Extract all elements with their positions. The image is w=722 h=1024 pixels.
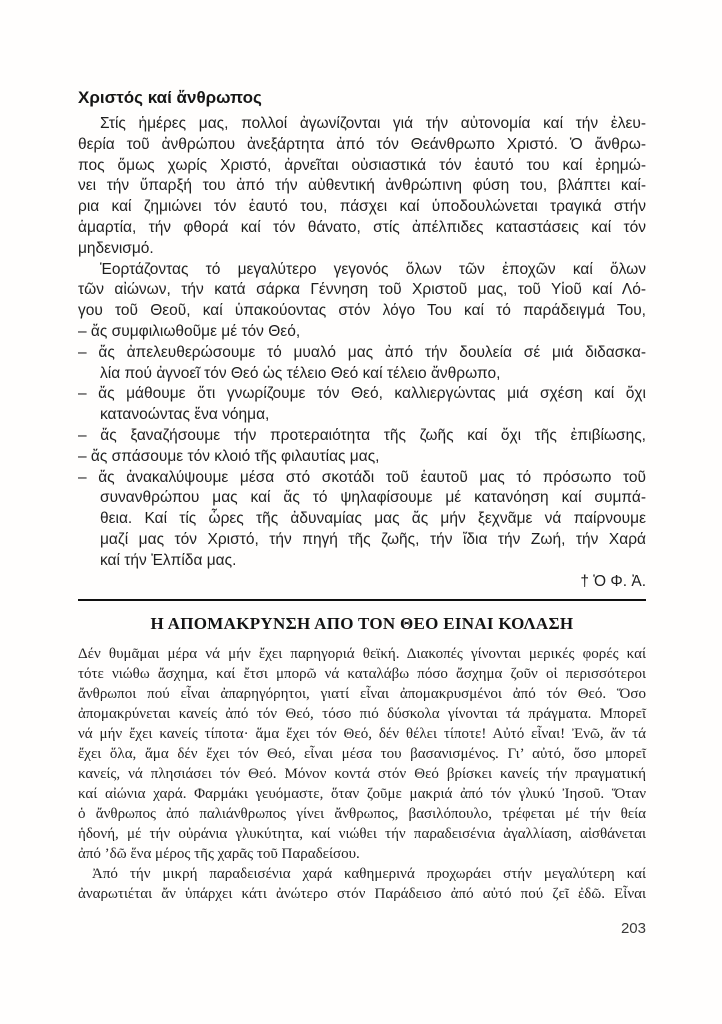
- text-line: ρια καί ζημιώνει τόν ἑαυτό του, πάσχει καί ὑποδουλώνεται τραγικά στήν: [78, 198, 646, 216]
- text-line: – ἄς μάθουμε ὅτι γνωρίζουμε τόν Θεό, καλλιεργώντας μιά σχέση καί ὄχι: [78, 385, 646, 403]
- section1-body: [78, 114, 646, 572]
- text-line: Ἑορτάζοντας τό μεγαλύτερο γεγονός ὅλων τῶν ἐποχῶν καί ὅλων: [100, 260, 646, 278]
- text-line: Στίς ἡμέρες μας, πολλοί ἀγωνίζονται γιά τήν αὐτονομία καί τήν ἐλευ-: [100, 115, 646, 132]
- text-line: Ἀπό τήν μικρή παραδεισένια χαρά καθημερινά προχωράει στήν μεγαλύτερη καί: [92, 866, 646, 883]
- text-line: – ἄς ἀπελευθερώσουμε τό μυαλό μας ἀπό τήν δουλεία σέ μιά διδασκα-: [78, 343, 646, 361]
- text-line: ἔχει ὅλα, ἅμα δέν ἔχει τόν Θεό, εἶναι μέσα του βασανισμένος. Γι’ αὐτό, ὅσο μπορεῖ: [78, 746, 646, 763]
- text-line: ἄνθρωποι πού εἶναι ἀπαρηγόρητοι, γιατί εἶναι ἀπομακρυσμένοι ἀπό τόν Θεό. Ὅσο: [78, 686, 646, 703]
- text-line: μαζί μας τόν Χριστό, τήν πηγή τῆς ζωῆς, τήν ἴδια τήν Ζωή, τήν Χαρά: [100, 530, 646, 548]
- text-line: τῶν αἰώνων, τήν κατά σάρκα Γέννηση τοῦ Χριστοῦ μας, τοῦ Υἱοῦ καί Λό-: [78, 281, 646, 299]
- text-line: ἀναρωτιέται ἄν ὑπάρχει κάτι ἀνώτερο στόν Παράδεισο ἀπό αὐτό πού ζεῖ ἐδῶ. Εἶναι: [78, 886, 646, 903]
- text-line: λία πού ἀγνοεῖ τόν Θεό ὡς τέλειο Θεό καί τέλειο ἄνθρωπο,: [100, 364, 501, 382]
- text-line: Δέν θυμᾶμαι μέρα νά μήν ἔχει παρηγοριά θεϊκή. Διακοπές γίνονται μερικές φορές καί: [78, 646, 646, 663]
- section-heading: Χριστός καί ἄνθρωπος: [78, 88, 262, 107]
- text-line: κανείς, νά πλησιάσει τόν Θεό. Μόνον κοντά στόν Θεό βρίσκει κανείς τήν πραγματική: [78, 766, 646, 783]
- text-line: τότε νιώθω ἄσχημα, καί ἔτσι μπορῶ νά καταλάβω πόσο ἄσχημα ζοῦν οἱ περισσότεροι: [78, 666, 646, 683]
- author-signature: † Ὁ Φ. Ἀ.: [580, 572, 646, 590]
- text-line: ἀπό ’δῶ ἕνα μέρος τῆς χαρᾶς τοῦ Παραδείσου.: [78, 846, 360, 863]
- text-line: νά μήν ἔχει κανείς τίποτα· ἅμα ἔχει τόν Θεό, δέν θέλει τίποτε! Αὐτό εἶναι! Ἐνῶ, ἄν τά: [78, 726, 646, 743]
- text-line: καί αἰώνια χαρά. Φαρμάκι γευόμαστε, ὅταν ζοῦμε μακριά ἀπό τόν γλυκύ Ἰησοῦ. Ὅταν: [78, 786, 646, 803]
- text-line: ἁμαρτία, τήν φθορά καί τόν θάνατο, στίς ἀπέλπιδες καταστάσεις καί τόν: [78, 218, 646, 236]
- text-line: καί τήν Ἐλπίδα μας.: [100, 551, 237, 569]
- text-line: – ἄς ξαναζήσουμε τήν προτεραιότητα τῆς ζωῆς καί ὄχι τῆς ἐπιβίωσης,: [78, 426, 646, 444]
- page-number: 203: [620, 920, 646, 938]
- text-line: ἡδονή, μέ τήν οὐράνια γλυκύτητα, καί νιώθει τήν παραδεισένια ἀγαλλίαση, αἰσθάνεται: [78, 826, 646, 843]
- text-line: κατανοώντας ἕνα νόημα,: [100, 406, 270, 424]
- text-line: ἀπομακρύνεται κανείς ἀπό τόν Θεό, τόσο πιό δύσκολα γίνονται τά πράγματα. Μπορεῖ: [78, 706, 646, 723]
- text-line: ὁ ἄνθρωπος ἀπό παλιάνθρωπος γίνει ἄνθρωπος, βασιλόπουλο, τρέφεται μέ τήν θεία: [78, 806, 646, 823]
- section2-body: [78, 644, 646, 904]
- text-line: συνανθρώπου μας καί ἄς τό ψηλαφίσουμε μέ κατανόηση καί συμπά-: [100, 489, 646, 507]
- text-line: θερία τοῦ ἀνθρώπου ἀνεξάρτητα ἀπό τόν Θεάνθρωπο Χριστό. Ὁ ἄνθρω-: [78, 135, 646, 153]
- text-line: θεια. Καί τίς ὧρες τῆς ἀδυναμίας μας ἄς μήν ξεχνᾶμε νά παίρνουμε: [100, 510, 646, 528]
- text-line: μηδενισμό.: [78, 239, 154, 257]
- text-line: πος ὅμως χωρίς Χριστό, ἀρνεῖται οὐσιαστικά τόν ἑαυτό του καί ἐρημώ-: [78, 156, 646, 174]
- text-line: – ἄς ἀνακαλύψουμε μέσα στό σκοτάδι τοῦ ἑαυτοῦ μας τό πρόσωπο τοῦ: [78, 468, 646, 486]
- text-line: – ἄς συμφιλιωθοῦμε μέ τόν Θεό,: [78, 322, 301, 340]
- section-divider-rule: [78, 599, 646, 601]
- text-line: γου τοῦ Θεοῦ, καί ὑπακούοντας στόν λόγο Του καί τό παράδειγμά Του,: [78, 302, 646, 320]
- text-line: νει τήν ὕπαρξή του ἀπό τήν αὐθεντική ἀνθρώπινη φύση του, βλάπτει καί-: [78, 177, 646, 195]
- text-line: – ἄς σπάσουμε τόν κλοιό τῆς φιλαυτίας μας,: [78, 447, 380, 465]
- chapter-heading: Η ΑΠΟΜΑΚΡΥΝΣΗ ΑΠΟ ΤΟΝ ΘΕΟ ΕΙΝΑΙ ΚΟΛΑΣΗ: [150, 614, 574, 634]
